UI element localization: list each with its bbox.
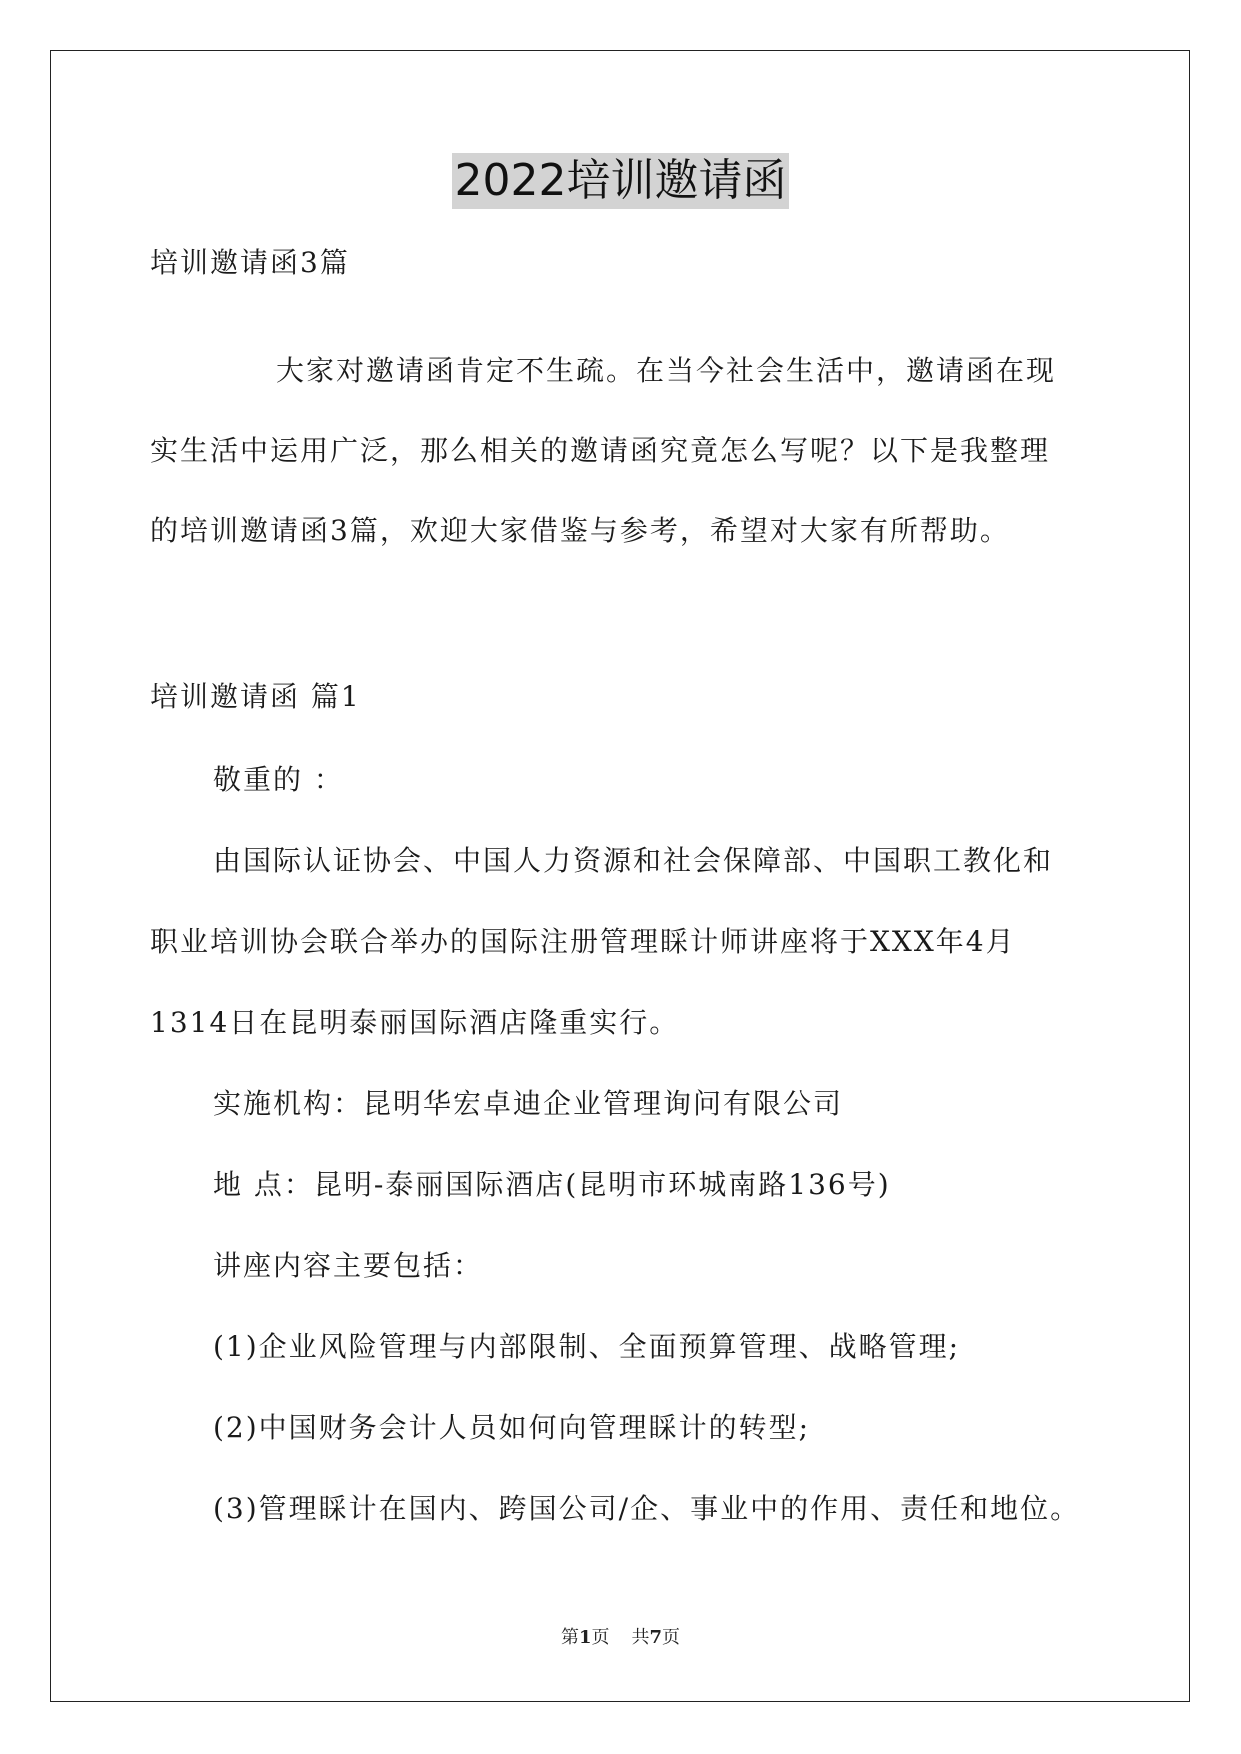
content-item-2: (2)中国财务会计人员如何向管理睬计的转型;: [213, 1411, 811, 1444]
footer-total-suffix: 页: [662, 1627, 681, 1648]
footer-page-number: 1: [578, 1627, 592, 1648]
document-title: 2022培训邀请函: [452, 153, 790, 209]
organizer-line: 实施机构：昆明华宏卓迪企业管理询问有限公司: [213, 1087, 844, 1120]
intro-line-3: 的培训邀请函3篇，欢迎大家借鉴与参考，希望对大家有所帮助。: [150, 514, 1010, 547]
title-container: [0, 153, 1241, 209]
page-footer: [0, 1626, 1241, 1650]
intro-line-1: 大家对邀请函肯定不生疏。在当今社会生活中，邀请函在现: [276, 354, 1057, 387]
document-subtitle: 培训邀请函3篇: [150, 246, 350, 279]
body-line-2: 职业培训协会联合举办的国际注册管理睬计师讲座将于XXX年4月: [150, 925, 1016, 958]
content-item-1: (1)企业风险管理与内部限制、全面预算管理、战略管理;: [213, 1330, 961, 1363]
footer-total-prefix: 共: [631, 1627, 650, 1648]
section-heading: 培训邀请函 篇1: [150, 680, 361, 713]
body-line-3: 1314日在昆明泰丽国际酒店隆重实行。: [150, 1006, 680, 1039]
salutation: 敬重的 ：: [213, 763, 344, 796]
content-heading: 讲座内容主要包括：: [213, 1249, 484, 1282]
footer-page-suffix: 页: [591, 1627, 610, 1648]
footer-page-prefix: 第: [560, 1627, 579, 1648]
footer-total-pages: 7: [649, 1627, 663, 1648]
body-line-1: 由国际认证协会、中国人力资源和社会保障部、中国职工教化和: [213, 844, 1054, 877]
content-item-3: (3)管理睬计在国内、跨国公司/企、事业中的作用、责任和地位。: [213, 1492, 1081, 1525]
intro-line-2: 实生活中运用广泛，那么相关的邀请函究竟怎么写呢？以下是我整理: [150, 434, 1051, 467]
location-line: 地 点：昆明-泰丽国际酒店(昆明市环城南路136号): [213, 1168, 891, 1201]
